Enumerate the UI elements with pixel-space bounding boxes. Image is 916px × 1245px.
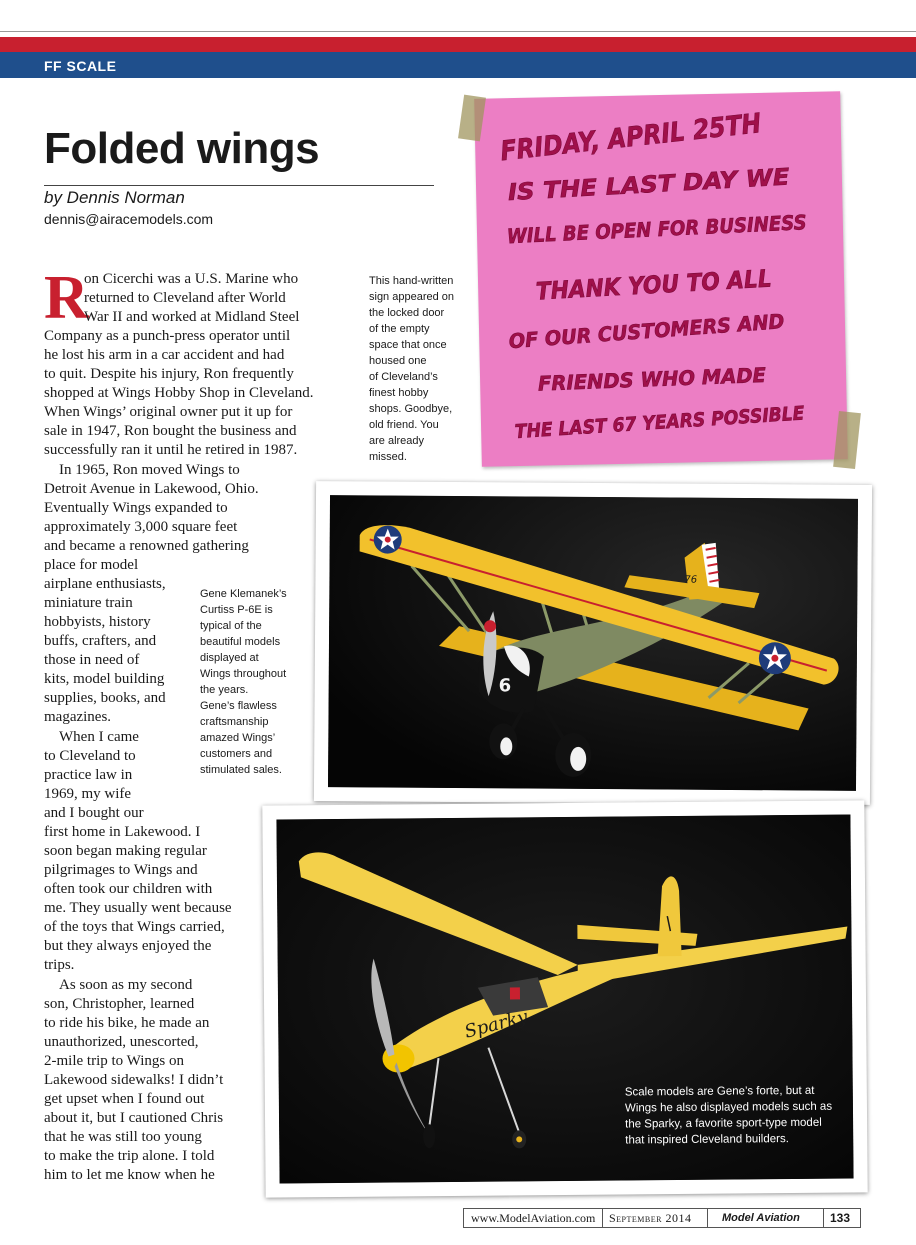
body-line: magazines. [44,709,112,725]
body-line: trips. [44,957,75,973]
body-line: son, Christopher, learned [44,996,195,1012]
top-rule [0,31,916,32]
body-line: buffs, crafters, and [44,633,157,649]
article-title: Folded wings [44,124,320,173]
title-rule [44,185,434,186]
footer-issue: September 2014 [603,1208,708,1228]
body-line: Detroit Avenue in Lakewood, Ohio. [44,481,259,497]
body-line: As soon as my second [59,977,193,993]
body-line: to quit. Despite his injury, Ron frequently [44,366,294,382]
body-line: War II and worked at Midland Steel [84,309,300,325]
body-line: Company as a punch-press operator until [44,328,291,344]
sign-line: WILL BE OPEN FOR BUSINESS [506,208,839,249]
roundel-icon [759,642,791,674]
plane-name: Sparky [462,1006,530,1043]
body-line: soon began making regular [44,843,207,859]
sparky-caption: Scale models are Gene’s forte, but at Wings he also displayed models such as the Sparky, a favorite sport-type model that inspired Cleveland builders. [624,1084,833,1147]
footer-url[interactable]: www.ModelAviation.com [463,1208,603,1228]
body-line: to Cleveland to [44,748,136,764]
body-line: kits, model building [44,671,165,687]
curtiss-photo [328,495,858,791]
body-line: airplane enthusiasts, [44,576,166,592]
body-line: 2-mile trip to Wings on [44,1053,184,1069]
roundel-icon [374,525,402,553]
body-line: to make the trip alone. I told [44,1148,215,1164]
body-line: 1969, my wife [44,786,132,802]
body-line: and I bought our [44,805,144,821]
body-line: supplies, books, and [44,690,166,706]
body-line: When Wings’ original owner put it up for [44,404,293,420]
body-line: but they always enjoyed the [44,938,212,954]
sparky-photo-frame [262,800,867,1197]
curtiss-biplane-image [328,495,858,791]
body-line: approximately 3,000 square feet [44,519,238,535]
body-line: pilgrimages to Wings and [44,862,198,878]
closing-sign [474,91,848,467]
body-line: Lakewood sidewalks! I didn’t [44,1072,224,1088]
sign-line: FRIDAY, APRIL 25TH [498,103,802,168]
body-line: about it, but I cautioned Chris [44,1110,224,1126]
body-line: successfully ran it until he retired in 1987. [44,442,298,458]
tape-strip [833,411,861,469]
header-red-band [0,37,916,52]
sign-line: IS THE LAST DAY WE [507,165,773,207]
footer-magazine: Model Aviation [708,1208,824,1228]
body-line: those in need of [44,652,140,668]
curtiss-caption: Gene Klemanek’s Curtiss P-6E is typical of the beautiful models displayed at Wings throughout the years. Gene’s flawless craftsmanship amazed Wings’ customers and stimulated sales. [200,588,287,776]
header-blue-band [0,52,916,78]
page-number: 133 [824,1208,861,1228]
body-line: first home in Lakewood. I [44,824,201,840]
body-line: me. They usually went because [44,900,232,916]
curtiss-photo-frame [314,481,872,805]
body-line: Eventually Wings expanded to [44,500,228,516]
body-line: In 1965, Ron moved Wings to [59,462,240,478]
sign-line: THANK YOU TO ALL [535,263,798,306]
body-line: practice law in [44,767,133,783]
cowl-number: 6 [498,675,512,697]
body-line: on Cicerchi was a U.S. Marine who [84,271,299,287]
byline: by Dennis Norman [44,188,185,207]
body-line: of the toys that Wings carried, [44,919,225,935]
sign-line: THE LAST 67 YEARS POSSIBLE [514,400,837,444]
sign-caption: This hand-written sign appeared on the locked door of the empty space that once housed one of Cleveland’s finest hobby shops. Goodbye, old friend. You are already missed. [369,275,455,463]
body-line: miniature train [44,595,133,611]
body-line: often took our children with [44,881,213,897]
tail-number: 76 [684,574,698,586]
body-line: unauthorized, unescorted, [44,1034,199,1050]
body-line: place for model [44,557,139,573]
body-line: him to let me know when he [44,1167,215,1183]
body-line: and became a renowned gathering [44,538,249,554]
sign-line: FRIENDS WHO MADE [537,362,772,396]
body-line: shopped at Wings Hobby Shop in Cleveland. [44,385,314,401]
author-email[interactable]: dennis@airacemodels.com [44,211,214,227]
sign-handwriting [474,91,848,467]
body-line: that he was still too young [44,1129,202,1145]
body-line: When I came [59,729,139,745]
section-label: FF SCALE [44,58,117,74]
drop-cap: R [44,264,89,332]
body-line: get upset when I found out [44,1091,205,1107]
body-line: returned to Cleveland after World [84,290,286,306]
sign-line: OF OUR CUSTOMERS AND [508,308,798,354]
body-line: to ride his bike, he made an [44,1015,210,1031]
body-line: hobbyists, history [44,614,151,630]
body-line: sale in 1947, Ron bought the business and [44,423,297,439]
body-line: he lost his arm in a car accident and had [44,347,285,363]
